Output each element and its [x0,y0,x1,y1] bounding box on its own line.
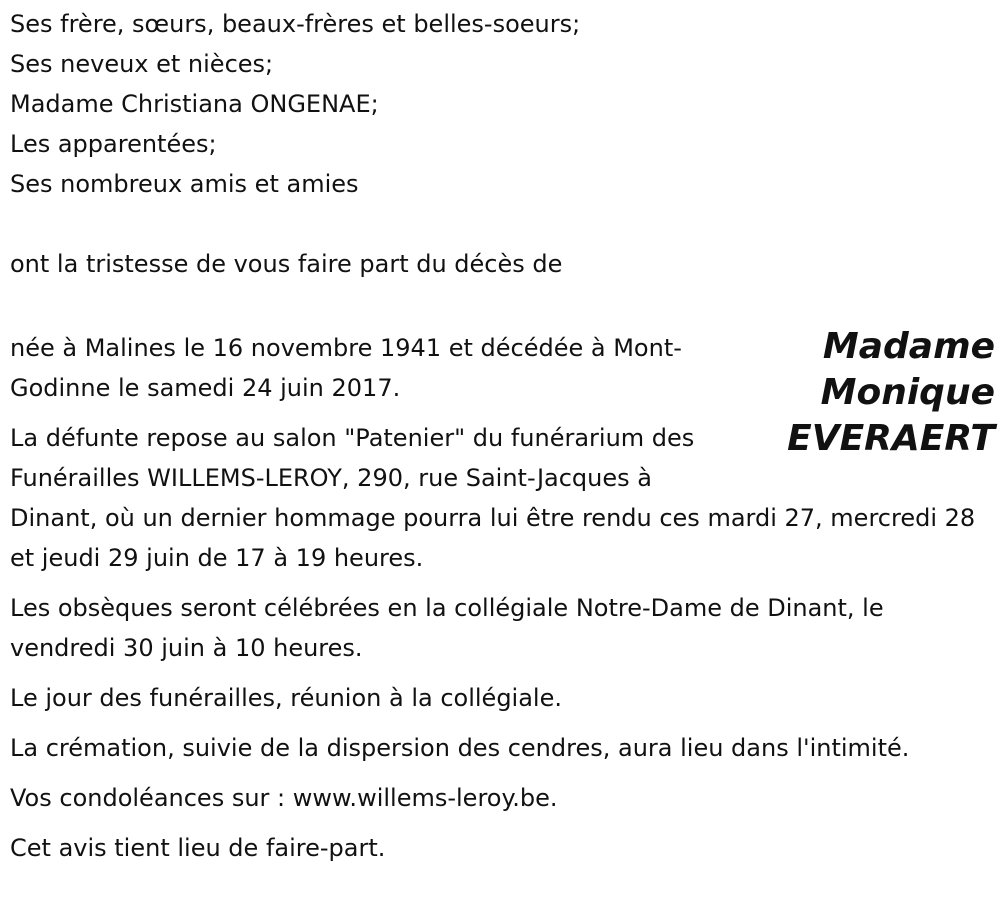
deceased-title: Madame [822,326,995,367]
family-line: Ses frère, sœurs, beaux-frères et belles-soeurs; [10,10,581,38]
death-notice [10,4,995,878]
spacer [10,284,995,324]
family-line: Ses neveux et nièces; [10,50,274,78]
repose-paragraph: La défunte repose au salon "Patenier" du funérarium des Funérailles WILLEMS-LEROY, 290, rue Saint-Jacques à Dinant, où un dernier hommage pourra lui être rendu ces mardi 27, mercredi 28 et jeudi 29 juin de 17 à 19 heures. [10,424,976,572]
deceased-first-name: Monique [820,372,995,413]
notice-paragraph: Cet avis tient lieu de faire-part. [10,834,386,862]
cremation-paragraph: La crémation, suivie de la dispersion des cendres, aura lieu dans l'intimité. [10,734,910,762]
family-line: Ses nombreux amis et amies [10,170,359,198]
birth-death-paragraph: née à Malines le 16 novembre 1941 et décédée à Mont-Godinne le samedi 24 juin 2017. [10,334,682,402]
funeral-paragraph: Les obsèques seront célébrées en la collégiale Notre-Dame de Dinant, le vendredi 30 juin à 10 heures. [10,594,884,662]
condolences-paragraph: Vos condoléances sur : www.willems-leroy.be. [10,784,558,812]
meeting-paragraph: Le jour des funérailles, réunion à la collégiale. [10,684,562,712]
announcement-text: ont la tristesse de vous faire part du décès de [10,250,563,278]
family-line: Madame Christiana ONGENAE; [10,90,379,118]
family-line: Les apparentées; [10,130,217,158]
family-list [10,4,995,204]
deceased-name [745,324,995,462]
deceased-last-name: EVERAERT [787,418,995,459]
spacer [10,204,995,244]
